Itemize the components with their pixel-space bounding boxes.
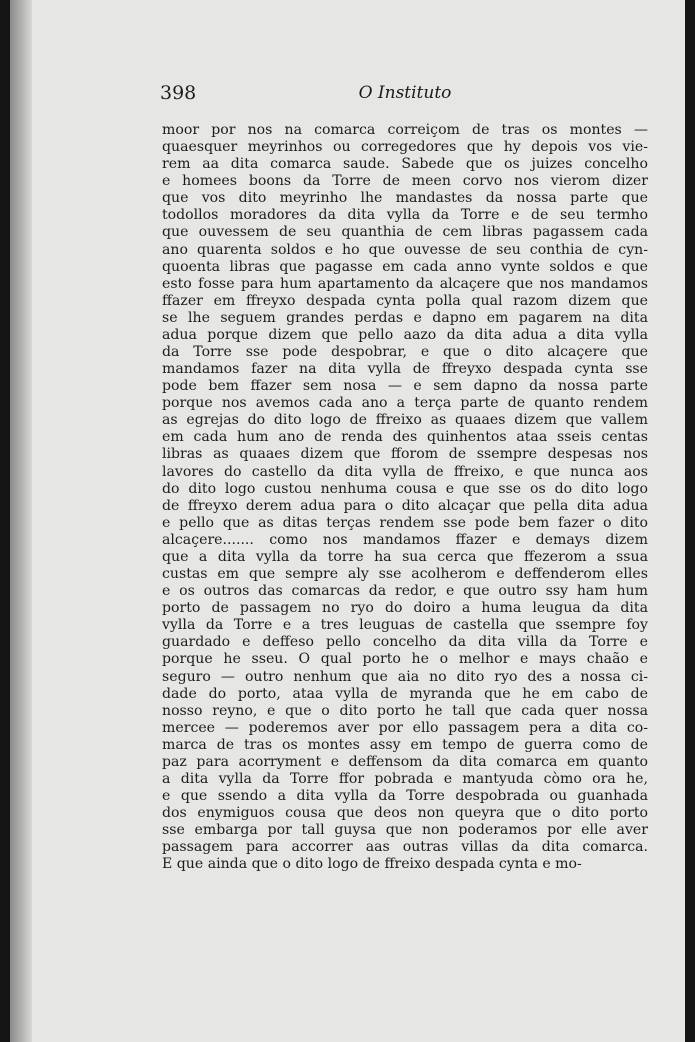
text-line: lavores do castello da dita vylla de ffreixo, e que nunca aos <box>162 463 648 480</box>
text-line: de ffreyxo derem adua para o dito alcaçar que pella dita adua <box>162 497 648 514</box>
text-line: ano quarenta soldos e ho que ouvesse de seu conthia de cyn- <box>162 241 648 258</box>
text-line: quaesquer meyrinhos ou corregedores que hy depois vos vie- <box>162 139 648 156</box>
text-line: todollos moradores da dita vylla da Torre e de seu termho <box>162 207 648 224</box>
text-line: dade do porto, ataa vylla de myranda que he em cabo de <box>162 685 648 702</box>
text-line: que a dita vylla da torre ha sua cerca que ffezerom a ssua <box>162 548 648 565</box>
text-line: a dita vylla da Torre ffor pobrada e mantyuda còmo ora he, <box>162 770 648 787</box>
book-page <box>10 0 685 1042</box>
text-line: custas em que sempre aly sse acolherom e deffenderom elles <box>162 566 648 583</box>
text-line: alcaçere....... como nos mandamos ffazer e demays dizem <box>162 531 648 548</box>
text-line: que ouvessem de seu quanthia de cem libras pagassem cada <box>162 224 648 241</box>
text-line: seguro — outro nenhum que aia no dito ryo des a nossa ci- <box>162 668 648 685</box>
text-line: em cada hum ano de renda des quinhentos ataa sseis centas <box>162 429 648 446</box>
running-head: O Instituto <box>358 83 452 103</box>
text-line: as egrejas do dito logo de ffreixo as quaaes dizem que vallem <box>162 412 648 429</box>
page-number: 398 <box>160 82 197 104</box>
text-line: passagem para accorrer aas outras villas da dita comarca. <box>162 839 648 856</box>
text-line: porto de passagem no ryo do doiro a huma leugua da dita <box>162 600 648 617</box>
text-line: se lhe seguem grandes perdas e dapno em pagarem na dita <box>162 309 648 326</box>
text-line: moor por nos na comarca correiçom de tras os montes — <box>162 122 648 138</box>
text-line: dos enymiguos cousa que deos non queyra que o dito porto <box>162 805 648 822</box>
text-line: porque he sseu. O qual porto he o melhor e mays chaão e <box>162 651 648 668</box>
text-line: e homees boons da Torre de meen corvo nos vierom dizer <box>162 173 648 190</box>
text-line: vylla da Torre e a tres leuguas de castella que ssempre foy <box>162 617 648 634</box>
text-line: paz para acorryment e deffensom da dita comarca em quanto <box>162 753 648 770</box>
text-line: ffazer em ffreyxo despada cynta polla qual razom dizem que <box>162 292 648 309</box>
text-line: mercee — poderemos aver por ello passagem pera a dita co- <box>162 719 648 736</box>
page-header <box>160 82 650 108</box>
text-line: e pello que as ditas terças rendem sse pode bem fazer o dito <box>162 514 648 531</box>
text-line: e que ssendo a dita vylla da Torre despobrada ou guanhada <box>162 788 648 805</box>
text-line: libras as quaaes dizem que fforom de ssempre despesas nos <box>162 446 648 463</box>
text-line: guardado e deffeso pello concelho da dita villa da Torre e <box>162 634 648 651</box>
text-line: esto fosse para hum apartamento da alcaçere que nos mandamos <box>162 275 648 292</box>
text-line: que vos dito meyrinho lhe mandastes da nossa parte que <box>162 190 648 207</box>
text-line: nosso reyno, e que o dito porto he tall que cada quer nossa <box>162 702 648 719</box>
text-line: pode bem ffazer sem nosa — e sem dapno da nossa parte <box>162 378 648 395</box>
text-line: sse embarga por tall guysa que non poderamos por elle aver <box>162 822 648 839</box>
text-line: quoenta libras que pagasse em cada anno vynte soldos e que <box>162 258 648 275</box>
text-line: do dito logo custou nenhuma cousa e que sse os do dito logo <box>162 480 648 497</box>
text-line: E que ainda que o dito logo de ffreixo despada cynta e mo- <box>162 856 582 873</box>
text-line: e os outros das comarcas da redor, e que outro ssy ham hum <box>162 583 648 600</box>
text-line: mandamos fazer na dita vylla de ffreyxo despada cynta sse <box>162 361 648 378</box>
body-text <box>162 122 648 873</box>
text-line: rem aa dita comarca saude. Sabede que os juizes concelho <box>162 156 648 173</box>
text-line: marca de tras os montes assy em tempo de guerra como de <box>162 736 648 753</box>
text-line: adua porque dizem que pello aazo da dita adua a dita vylla <box>162 326 648 343</box>
text-line: porque nos avemos cada ano a terça parte de quanto rendem <box>162 395 648 412</box>
text-line: da Torre sse pode despobrar, e que o dito alcaçere que <box>162 344 648 361</box>
